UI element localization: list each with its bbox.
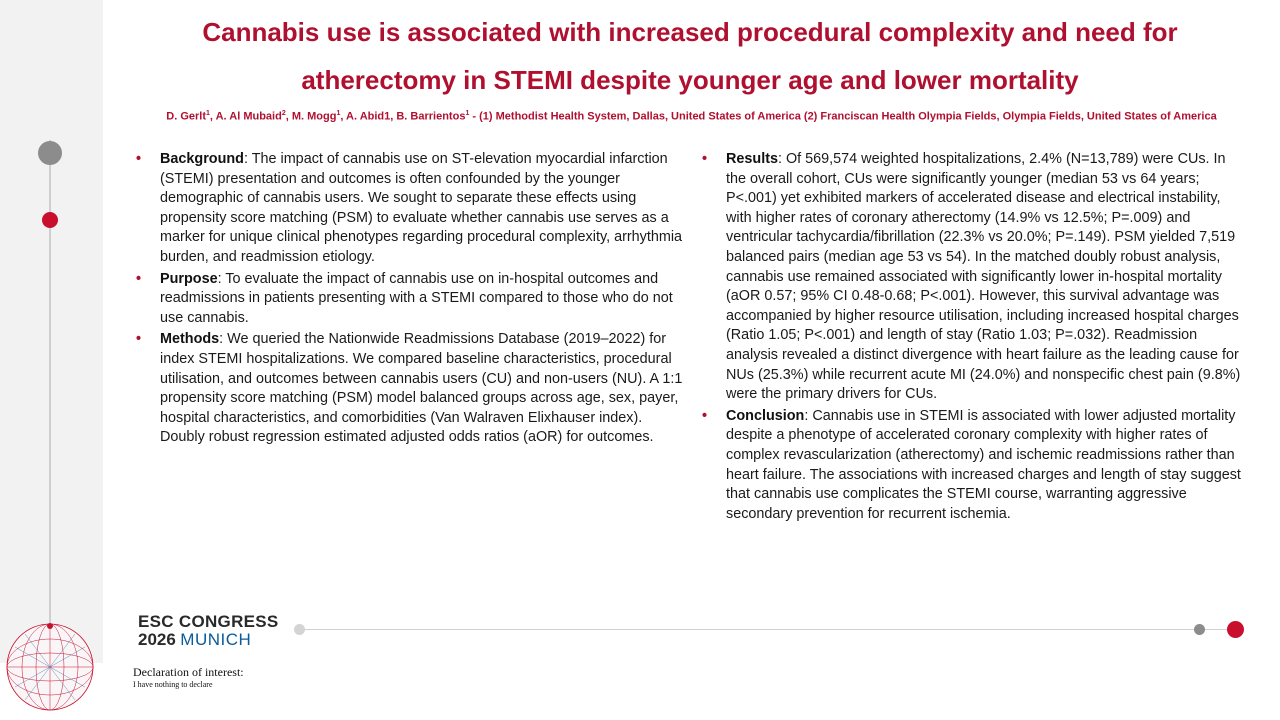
bullet-icon: • bbox=[136, 270, 142, 287]
timeline-dot-gray bbox=[38, 141, 62, 165]
section-text: : Cannabis use in STEMI is associated with lower adjusted mortality despite a phenotype of accelerated coronary complexity with higher rates of complex revascularization (atherectomy) and ischemic readmissions rather than heart failure. The associations with increased charges and length of stay suggest that cannabis use complicates the STEMI course, warranting aggressive secondary prevention for recurrent ischemia. bbox=[726, 407, 1241, 522]
purpose-section bbox=[136, 270, 684, 329]
bullet-icon: • bbox=[136, 331, 142, 348]
author-superscript: 1 bbox=[465, 110, 470, 117]
section-label: Conclusion bbox=[726, 407, 805, 424]
left-column bbox=[136, 150, 684, 450]
logo-line-1: ESC CONGRESS bbox=[138, 612, 279, 631]
section-text: : Of 569,574 weighted hospitalizations, 2.4% (N=13,789) were CUs. In the overall cohort, CUs were significantly younger (median 53 vs 64 years; P<.001) yet exhibited markers of accelerated disease and electrical instability, with higher rates of coronary atherectomy (14.9% vs 12.5%; P=.009) and ventricular tachycardia/fibrillation (22.3% vs 20.0%; P=.149). PSM yielded 7,519 balanced pairs (median age 53 vs 54). In the matched doubly robust analysis, cannabis use remained associated with significantly lower in-hospital mortality (aOR 0.57; 95% CI 0.48-0.68; P<.001). However, this survival advantage was accompanied by higher resource utilisation, including increased hospital charges (Ratio 1.05; P<.001) and length of stay (Ratio 1.03; P=.032). Readmission analysis revealed a distinct divergence with heart failure as the leading cause for NUs (25.3%) while recurrent acute MI (24.0%) and nonspecific chest pain (9.8%) were the primary drivers for CUs. bbox=[726, 151, 1241, 403]
timeline-dot-red bbox=[42, 212, 58, 228]
author-name: D. Gerlt bbox=[166, 110, 206, 123]
section-label: Results bbox=[726, 151, 778, 167]
esc-congress-logo bbox=[138, 613, 279, 650]
affiliations: - (1) Methodist Health System, Dallas, United States of America (2) Franciscan Health Olympia Fields, Olympia Fields, United States of America bbox=[469, 110, 1217, 123]
methods-section bbox=[136, 330, 684, 448]
author-superscript: 1 bbox=[206, 110, 210, 117]
author-name: , A. Al Mubaid bbox=[209, 110, 282, 123]
footer-dot-gray bbox=[1194, 624, 1205, 635]
footer-divider bbox=[296, 629, 1234, 630]
footer-dot-light bbox=[294, 624, 305, 635]
section-text: : We queried the Nationwide Readmissions Database (2019–2022) for index STEMI hospitalizations. We compared baseline characteristics, procedural utilisation, and outcomes between cannabis users (CU) and non-users (NU). A 1:1 propensity score matching (PSM) model balanced groups across age, sex, payer, hospital characteristics, and comorbidities (Van Walraven Elixhauser index). Doubly robust regression estimated adjusted odds ratios (aOR) for outcomes. bbox=[160, 331, 683, 446]
title-line-2: atherectomy in STEMI despite younger age and lower mortality bbox=[301, 65, 1079, 95]
author-superscript: 2 bbox=[281, 110, 286, 117]
logo-line-2 bbox=[138, 631, 279, 650]
author-line bbox=[103, 110, 1280, 123]
title-line-1: Cannabis use is associated with increased procedural complexity and need for bbox=[202, 17, 1178, 47]
bullet-icon: • bbox=[136, 151, 142, 167]
author-name: , A. Abid1, B. Barrientos bbox=[340, 110, 466, 123]
declaration-title: Declaration of interest: bbox=[133, 665, 244, 679]
right-column bbox=[702, 150, 1246, 526]
bullet-icon: • bbox=[702, 407, 708, 424]
section-label: Purpose bbox=[160, 270, 218, 287]
author-name: , M. Mogg bbox=[285, 110, 337, 123]
author-superscript: 1 bbox=[336, 110, 341, 117]
poster-title bbox=[140, 8, 1240, 104]
footer-dot-red bbox=[1227, 621, 1244, 638]
globe-icon bbox=[5, 622, 95, 712]
section-label: Background bbox=[160, 151, 244, 167]
section-text: : The impact of cannabis use on ST-elevation myocardial infarction (STEMI) presentation and outcomes is often confounded by the younger demographic of cannabis users. We sought to separate these effects using propensity score matching (PSM) to evaluate whether cannabis use serves as a marker for unique clinical phenotypes regarding procedural complexity, arrhythmia burden, and readmission etiology. bbox=[160, 151, 683, 265]
conclusion-section bbox=[702, 407, 1246, 525]
logo-year: 2026 bbox=[138, 630, 176, 649]
section-text: : To evaluate the impact of cannabis use on in-hospital outcomes and readmissions in patients presenting with a STEMI compared to those who do not use cannabis. bbox=[160, 270, 673, 326]
results-section bbox=[702, 150, 1246, 405]
declaration-text: I have nothing to declare bbox=[133, 680, 213, 689]
background-section bbox=[136, 150, 684, 268]
bullet-icon: • bbox=[702, 151, 708, 167]
left-sidebar-strip bbox=[0, 0, 103, 663]
logo-city: MUNICH bbox=[180, 630, 252, 649]
section-label: Methods bbox=[160, 331, 220, 348]
